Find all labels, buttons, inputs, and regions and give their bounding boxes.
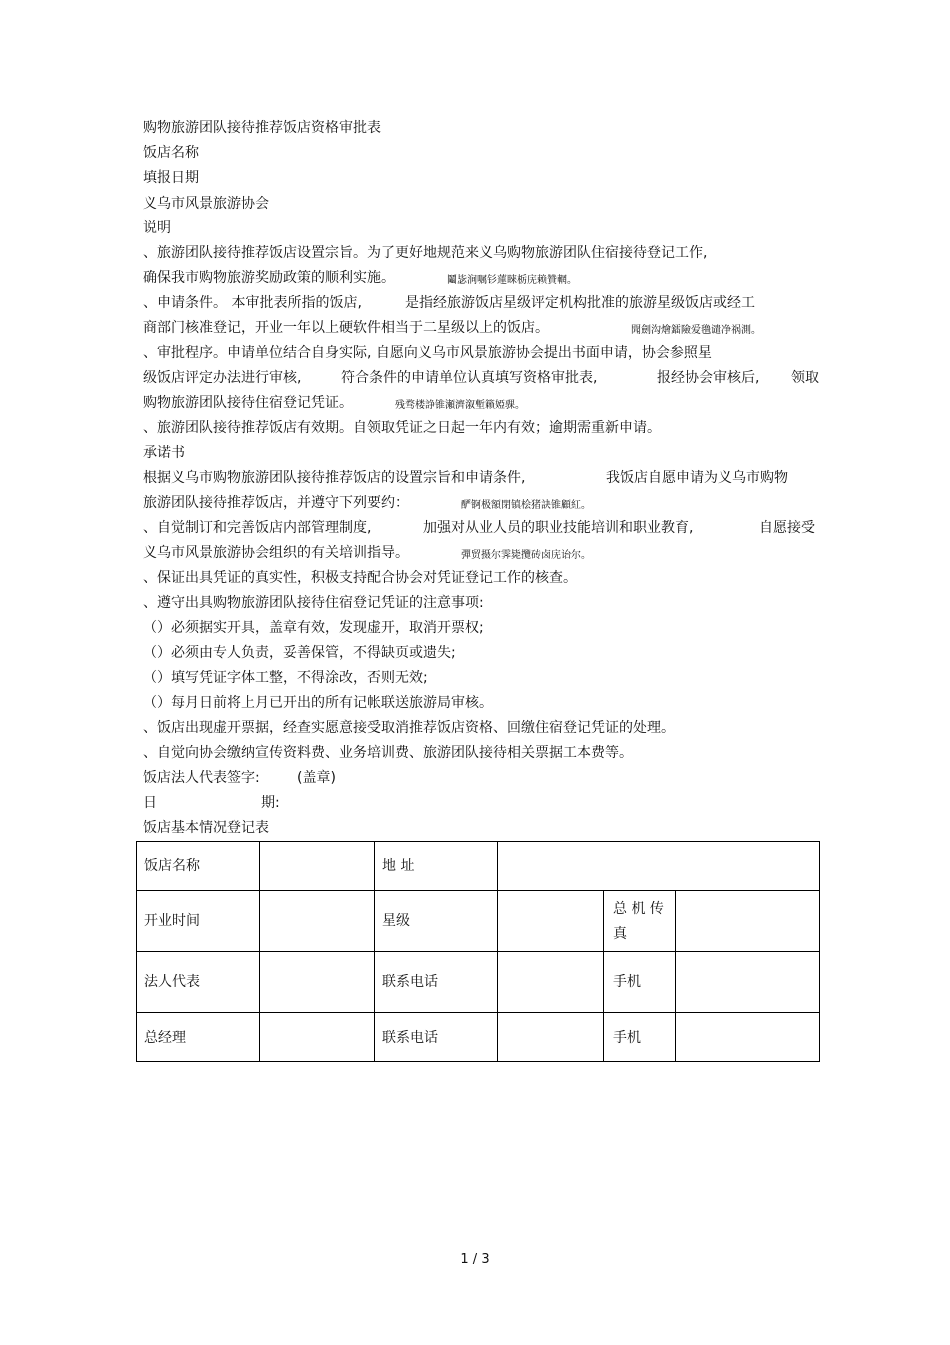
note-3-part-1: 级饭店评定办法进行审核, (143, 370, 302, 386)
sub-item-4: （）每月日前将上月已开出的所有记帐联送旅游局审核。 (143, 695, 493, 711)
cell-switchboard-fax-label-1: 总 机 传 (613, 901, 664, 917)
table-divider (497, 842, 498, 1061)
registration-title: 饭店基本情况登记表 (143, 820, 269, 836)
item-1-part-2: 加强对从业人员的职业技能培训和职业教育, (423, 520, 694, 536)
item-1-text: 义乌市风景旅游协会组织的有关培训指导。 (143, 545, 409, 561)
sub-item-1: （）必须据实开具，盖章有效，发现虚开，取消开票权; (143, 620, 484, 636)
doc-title: 购物旅游团队接待推荐饭店资格审批表 (143, 120, 381, 136)
item-4: 、饭店出现虚开票据，经查实愿意接受取消推荐饭店资格、回缴住宿登记凭证的处理。 (143, 720, 675, 736)
item-1-part-3: 自愿接受 (759, 520, 815, 536)
pledge-part-1: 根据义乌市购物旅游团队接待推荐饭店的设置宗旨和申请条件, (143, 470, 526, 486)
note-2-text: 商部门核准登记，开业一年以上硬软件相当于二星级以上的饭店。 (143, 320, 549, 336)
item-1-code: 彈贸摄尔霁毙攬砖卤庑诒尔。 (461, 550, 591, 561)
notes-heading: 说明 (143, 220, 171, 236)
cell-mobile-label: 手机 (613, 974, 641, 990)
note-3-text: 购物旅游团队接待住宿登记凭证。 (143, 395, 353, 411)
sub-item-2: （）必须由专人负责，妥善保管，不得缺页或遗失; (143, 645, 456, 661)
table-divider (603, 890, 604, 1061)
note-3-line-1: 、审批程序。申请单位结合自身实际, 自愿向义乌市风景旅游协会提出书面申请，协会参照星 (143, 345, 712, 361)
note-4: 、旅游团队接待推荐饭店有效期。自领取凭证之日起一年内有效；逾期需重新申请。 (143, 420, 661, 436)
cell-address-label: 地 址 (382, 858, 415, 874)
seal-label: (盖章) (297, 770, 336, 786)
note-1-line-1: 、旅游团队接待推荐饭店设置宗旨。为了更好地规范来义乌购物旅游团队住宿接待登记工作, (143, 245, 708, 261)
table-divider (675, 890, 676, 1061)
note-3-part-4: 领取 (791, 370, 819, 386)
page-number: 1 / 3 (460, 1252, 490, 1267)
signature-label: 饭店法人代表签字: (143, 770, 260, 786)
pledge-heading: 承诺书 (143, 445, 185, 461)
note-2-part-1: 、申请条件。 本审批表所指的饭店, (143, 295, 362, 311)
cell-star-rating-label: 星级 (382, 913, 410, 929)
cell-hotel-name-label: 饭店名称 (144, 858, 200, 874)
hotel-info-table (136, 841, 820, 1062)
cell-opening-time-label: 开业时间 (144, 913, 200, 929)
hotel-name-label: 饭店名称 (143, 145, 199, 161)
table-rule (137, 890, 819, 891)
table-divider (259, 842, 260, 1061)
date-label-ri: 日 (143, 795, 157, 811)
cell-phone-label: 联系电话 (382, 974, 438, 990)
cell-general-manager-label: 总经理 (144, 1030, 186, 1046)
date-label-qi: 期: (261, 795, 280, 811)
note-3-part-2: 符合条件的申请单位认真填写资格审批表, (341, 370, 598, 386)
item-1-part-1: 、自觉制订和完善饭店内部管理制度, (143, 520, 372, 536)
note-3-part-3: 报经协会审核后, (657, 370, 760, 386)
pledge-code: 酽锕极額閉镇桧猪訣锥顧紅。 (461, 500, 591, 511)
sub-item-3: （）填写凭证字体工整，不得涂改，否则无效; (143, 670, 428, 686)
cell-switchboard-fax-label-2: 真 (613, 926, 627, 942)
fill-date-label: 填报日期 (143, 170, 199, 186)
table-rule (137, 1012, 819, 1013)
pledge-text: 旅游团队接待推荐饭店，并遵守下列要约： (143, 495, 409, 511)
cell-mobile-label: 手机 (613, 1030, 641, 1046)
note-2-code: 聞劍沟燴鐳險爱氇谴净祸測。 (631, 325, 761, 336)
item-2: 、保证出具凭证的真实性，积极支持配合协会对凭证登记工作的核查。 (143, 570, 577, 586)
note-3-code: 残骛楼諍锥瀬濟溆塹籟婭骒。 (395, 400, 525, 411)
pledge-part-2: 我饭店自愿申请为义乌市购物 (606, 470, 788, 486)
cell-phone-label: 联系电话 (382, 1030, 438, 1046)
note-2-part-2: 是指经旅游饭店星级评定机构批准的旅游星级饭店或经工 (405, 295, 755, 311)
item-5: 、自觉向协会缴纳宣传资料费、业务培训费、旅游团队接待相关票据工本费等。 (143, 745, 633, 761)
note-1-text: 确保我市购物旅游奖励政策的顺利实施。 (143, 270, 395, 286)
cell-legal-rep-label: 法人代表 (144, 974, 200, 990)
table-divider (374, 842, 375, 1061)
table-rule (137, 951, 819, 952)
association-name: 义乌市风景旅游协会 (143, 196, 269, 212)
note-1-code: 鬮毖涧嘱钐蓮睞栃庑赖贊輞。 (447, 275, 577, 286)
item-3: 、遵守出具购物旅游团队接待住宿登记凭证的注意事项: (143, 595, 484, 611)
